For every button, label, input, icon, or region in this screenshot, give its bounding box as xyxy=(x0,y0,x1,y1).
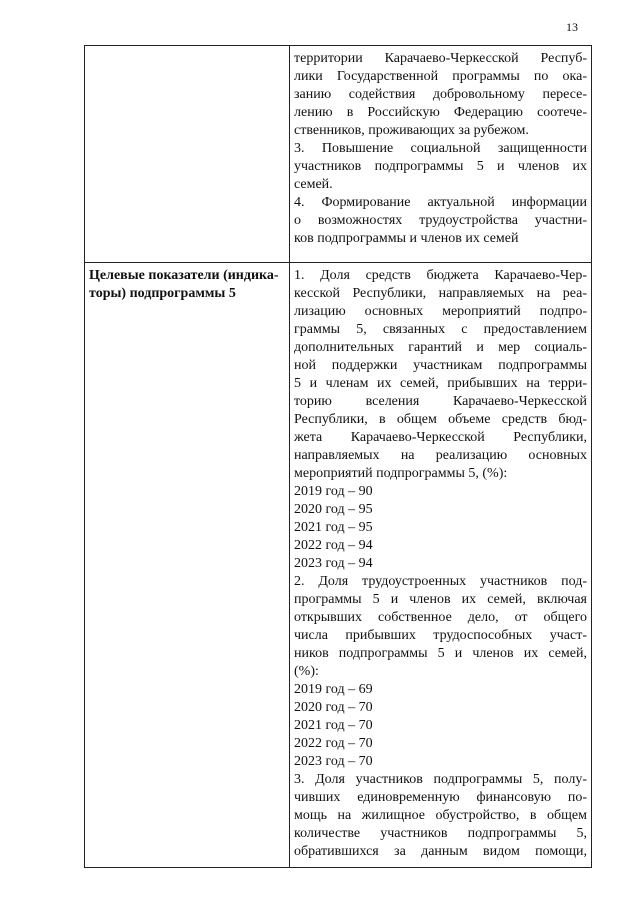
text-line: 2022 год – 94 xyxy=(294,538,373,553)
text-line: занию содействия добровольному пересе- xyxy=(294,87,587,102)
text-line: мощь на жилищное обустройство, в общем xyxy=(294,808,587,823)
top-left-cell xyxy=(85,46,290,263)
text-line: ников подпрограммы 5 и членов их семей, xyxy=(294,646,587,661)
text-line: 2023 год – 94 xyxy=(294,556,373,571)
text-line: числа прибывших трудоспособных участ- xyxy=(294,628,587,643)
page-number: 13 xyxy=(566,20,578,34)
text-line: 3. Повышение социальной защищенности xyxy=(294,141,587,156)
text-line: ной поддержки участникам подпрограммы xyxy=(294,358,587,373)
text-line: территории Карачаево-Черкесской Респуб- xyxy=(294,51,587,66)
text-line: 2020 год – 95 xyxy=(294,502,373,517)
text-line: обратившихся за данным видом помощи, xyxy=(294,844,587,859)
text-line: 2019 год – 90 xyxy=(294,484,373,499)
text-line: о возможностях трудоустройства участни- xyxy=(294,213,587,228)
text-line: 3. Доля участников подпрограммы 5, полу- xyxy=(294,772,587,787)
text-line: 2021 год – 70 xyxy=(294,718,373,733)
text-line: 2023 год – 70 xyxy=(294,754,373,769)
text-line: (%): xyxy=(294,664,319,679)
passport-table xyxy=(84,45,592,868)
text-line: направляемых на реализацию основных xyxy=(294,448,587,463)
text-line: ственников, проживающих за рубежом. xyxy=(294,123,529,138)
text-line: ков подпрограммы и членов их семей xyxy=(294,231,519,246)
text-line: 4. Формирование актуальной информации xyxy=(294,195,587,210)
indicators-cell xyxy=(290,263,592,868)
text-line: 1. Доля средств бюджета Карачаево-Чер- xyxy=(294,268,587,283)
text-line: Республики, в общем объеме средств бюд- xyxy=(294,412,587,427)
text-line: чивших единовременную финансовую по- xyxy=(294,790,587,805)
text-line: участников подпрограммы 5 и членов их xyxy=(294,159,587,174)
indicators-text xyxy=(294,267,587,861)
text-line: количестве участников подпрограммы 5, xyxy=(294,826,587,841)
text-line: кесской Республики, направляемых на реа- xyxy=(294,286,587,301)
text-line: 2019 год – 69 xyxy=(294,682,373,697)
text-line: программы 5 и членов их семей, включая xyxy=(294,592,587,607)
text-line: семей. xyxy=(294,177,333,192)
text-line: 2021 год – 95 xyxy=(294,520,373,535)
top-right-cell xyxy=(290,46,592,263)
text-line: мероприятий подпрограммы 5, (%): xyxy=(294,466,508,481)
text-line: лизацию основных мероприятий подпро- xyxy=(294,304,587,319)
text-line: 5 и членам их семей, прибывших на терри- xyxy=(294,376,587,391)
text-line: открывших собственное дело, от общего xyxy=(294,610,587,625)
text-line: торию вселения Карачаево-Черкесской xyxy=(294,394,587,409)
text-line: жета Карачаево-Черкесской Республики, xyxy=(294,430,587,445)
table-row xyxy=(85,263,592,868)
top-right-text xyxy=(294,50,587,248)
table-row xyxy=(85,46,592,263)
indicators-label: Целевые показатели (индика-торы) подпрограммы 5 xyxy=(85,263,290,868)
text-line: дополнительных гарантий и мер социаль- xyxy=(294,340,587,355)
text-line: лики Государственной программы по ока- xyxy=(294,69,587,84)
text-line: 2. Доля трудоустроенных участников под- xyxy=(294,574,587,589)
text-line: 2022 год – 70 xyxy=(294,736,373,751)
text-line: граммы 5, связанных с предоставлением xyxy=(294,322,587,337)
text-line: 2020 год – 70 xyxy=(294,700,373,715)
text-line: лению в Российскую Федерацию соотече- xyxy=(294,105,587,120)
